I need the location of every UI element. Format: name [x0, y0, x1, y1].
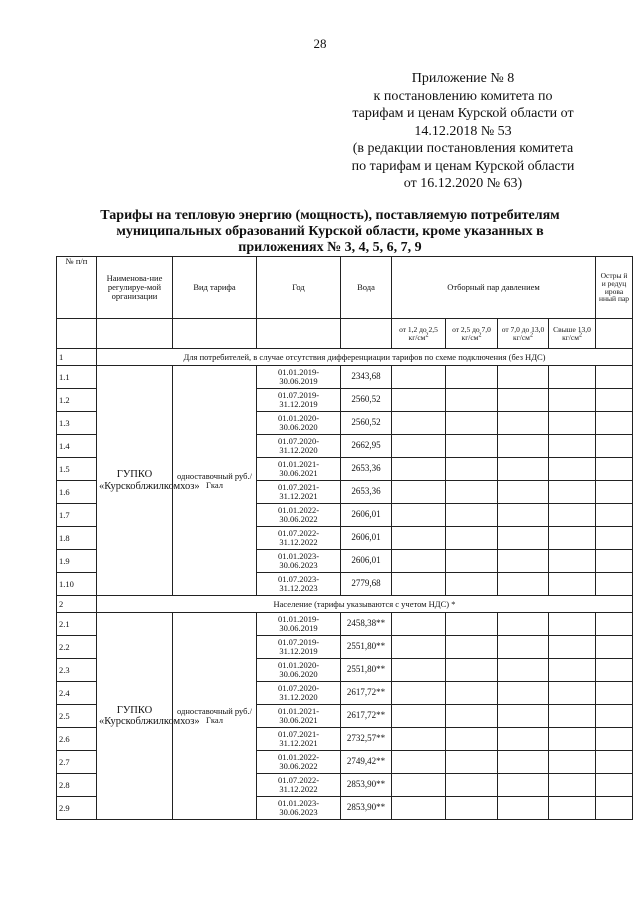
- section-number: 1: [57, 349, 97, 366]
- water-tariff-cell: 2653,36: [341, 481, 392, 504]
- row-number: 2.8: [57, 774, 97, 797]
- period-cell: 01.01.2020-30.06.2020: [257, 659, 341, 682]
- empty-cell: [498, 458, 549, 481]
- water-tariff-cell: 2617,72**: [341, 682, 392, 705]
- empty-cell: [392, 728, 446, 751]
- empty-cell: [498, 389, 549, 412]
- row-number: 1.4: [57, 435, 97, 458]
- period-cell: 01.01.2020-30.06.2020: [257, 412, 341, 435]
- empty-cell: [446, 705, 498, 728]
- empty-cell: [498, 613, 549, 636]
- page-number: 28: [313, 36, 327, 51]
- pressure-3-label: от 7,0 до 13,0 кг/см: [501, 324, 545, 342]
- empty-cell: [498, 527, 549, 550]
- tariff-kind: одноставочный руб./Гкал: [173, 366, 257, 596]
- empty-cell: [446, 774, 498, 797]
- pressure-4-label: Свыше 13,0 кг/см: [553, 324, 591, 342]
- header-water: Вода: [341, 257, 392, 319]
- water-tariff-cell: 2732,57**: [341, 728, 392, 751]
- empty-cell: [392, 682, 446, 705]
- appendix-line: Приложение № 8: [411, 71, 515, 86]
- water-tariff-cell: 2606,01: [341, 504, 392, 527]
- empty-cell: [549, 504, 596, 527]
- empty-cell: [549, 774, 596, 797]
- empty-cell: [97, 319, 173, 349]
- empty-cell: [498, 728, 549, 751]
- empty-cell: [498, 412, 549, 435]
- row-number: 1.9: [57, 550, 97, 573]
- empty-cell: [392, 659, 446, 682]
- empty-cell: [446, 636, 498, 659]
- empty-cell: [596, 659, 633, 682]
- header-year: Год: [257, 257, 341, 319]
- empty-cell: [549, 412, 596, 435]
- section-label: Население (тарифы указываются с учетом НДС) *: [97, 596, 633, 613]
- tariff-kind: одноставочный руб./Гкал: [173, 613, 257, 820]
- header-org: Наименова-ние регулируе-мой организации: [97, 257, 173, 319]
- header-steam: Отборный пар давлением: [392, 257, 596, 319]
- water-tariff-cell: 2853,90**: [341, 797, 392, 820]
- empty-cell: [498, 636, 549, 659]
- empty-cell: [498, 481, 549, 504]
- period-cell: 01.07.2022-31.12.2022: [257, 527, 341, 550]
- empty-cell: [498, 682, 549, 705]
- row-number: 1.2: [57, 389, 97, 412]
- empty-cell: [596, 613, 633, 636]
- empty-cell: [596, 751, 633, 774]
- empty-cell: [596, 435, 633, 458]
- empty-cell: [446, 412, 498, 435]
- empty-cell: [596, 573, 633, 596]
- title-line: Тарифы на тепловую энергию (мощность), поставляемую потребителям: [100, 208, 560, 223]
- empty-cell: [498, 774, 549, 797]
- empty-cell: [596, 527, 633, 550]
- period-cell: 01.01.2021-30.06.2021: [257, 705, 341, 728]
- empty-cell: [549, 659, 596, 682]
- empty-cell: [596, 389, 633, 412]
- water-tariff-cell: 2606,01: [341, 527, 392, 550]
- row-number: 2.6: [57, 728, 97, 751]
- header-pressure-1: [392, 319, 446, 349]
- row-number: 2.1: [57, 613, 97, 636]
- subheader-row: [57, 319, 633, 349]
- empty-cell: [257, 319, 341, 349]
- empty-cell: [392, 504, 446, 527]
- empty-cell: [498, 659, 549, 682]
- row-number: 1.7: [57, 504, 97, 527]
- period-cell: 01.01.2022-30.06.2022: [257, 504, 341, 527]
- empty-cell: [392, 481, 446, 504]
- empty-cell: [549, 728, 596, 751]
- empty-cell: [446, 573, 498, 596]
- period-cell: 01.01.2019-30.06.2019: [257, 366, 341, 389]
- empty-cell: [596, 636, 633, 659]
- period-cell: 01.01.2023-30.06.2023: [257, 550, 341, 573]
- empty-cell: [549, 682, 596, 705]
- row-number: 2.2: [57, 636, 97, 659]
- superscript: 2: [478, 332, 482, 338]
- empty-cell: [498, 504, 549, 527]
- water-tariff-cell: 2749,42**: [341, 751, 392, 774]
- empty-cell: [549, 797, 596, 820]
- water-tariff-cell: 2853,90**: [341, 774, 392, 797]
- empty-cell: [446, 613, 498, 636]
- empty-cell: [446, 659, 498, 682]
- empty-cell: [446, 389, 498, 412]
- row-number: 2.3: [57, 659, 97, 682]
- empty-cell: [392, 573, 446, 596]
- empty-cell: [596, 728, 633, 751]
- empty-cell: [446, 682, 498, 705]
- row-number: 2.4: [57, 682, 97, 705]
- appendix-line: по тарифам и ценам Курской области: [351, 158, 575, 174]
- empty-cell: [392, 412, 446, 435]
- row-number: 1.1: [57, 366, 97, 389]
- water-tariff-cell: 2560,52: [341, 389, 392, 412]
- appendix-line: к постановлению комитета по: [373, 88, 553, 104]
- empty-cell: [596, 458, 633, 481]
- header-row: [57, 257, 633, 319]
- empty-cell: [596, 705, 633, 728]
- period-cell: 01.01.2021-30.06.2021: [257, 458, 341, 481]
- empty-cell: [341, 319, 392, 349]
- period-cell: 01.01.2023-30.06.2023: [257, 797, 341, 820]
- period-cell: 01.07.2021-31.12.2021: [257, 728, 341, 751]
- row-number: 2.5: [57, 705, 97, 728]
- water-tariff-cell: 2779,68: [341, 573, 392, 596]
- water-tariff-cell: 2458,38**: [341, 613, 392, 636]
- empty-cell: [596, 481, 633, 504]
- empty-cell: [596, 682, 633, 705]
- empty-cell: [549, 389, 596, 412]
- empty-cell: [392, 366, 446, 389]
- period-cell: 01.07.2019-31.12.2019: [257, 389, 341, 412]
- title-line: муниципальных образований Курской области, кроме указанных в: [116, 224, 544, 239]
- table-row: [57, 613, 633, 636]
- water-tariff-cell: 2551,80**: [341, 659, 392, 682]
- header-num: № п/п: [57, 257, 97, 319]
- water-tariff-cell: 2343,68: [341, 366, 392, 389]
- header-kind: Вид тарифа: [173, 257, 257, 319]
- period-cell: 01.07.2023-31.12.2023: [257, 573, 341, 596]
- empty-cell: [549, 636, 596, 659]
- water-tariff-cell: 2606,01: [341, 550, 392, 573]
- empty-cell: [392, 435, 446, 458]
- period-cell: 01.07.2020-31.12.2020: [257, 435, 341, 458]
- header-pressure-2: [446, 319, 498, 349]
- empty-cell: [446, 550, 498, 573]
- row-number: 1.5: [57, 458, 97, 481]
- section-label: Для потребителей, в случае отсутствия дифференциации тарифов по схеме подключения (без НДС): [97, 349, 633, 366]
- empty-cell: [596, 774, 633, 797]
- period-cell: 01.01.2022-30.06.2022: [257, 751, 341, 774]
- header-pressure-4: [549, 319, 596, 349]
- empty-cell: [498, 435, 549, 458]
- empty-cell: [549, 573, 596, 596]
- empty-cell: [596, 797, 633, 820]
- section-row: [57, 349, 633, 366]
- row-number: 2.7: [57, 751, 97, 774]
- section-number: 2: [57, 596, 97, 613]
- empty-cell: [57, 319, 97, 349]
- row-number: 2.9: [57, 797, 97, 820]
- empty-cell: [549, 435, 596, 458]
- empty-cell: [498, 797, 549, 820]
- empty-cell: [446, 481, 498, 504]
- row-number: 1.6: [57, 481, 97, 504]
- title-line: приложениях № 3, 4, 5, 6, 7, 9: [238, 240, 422, 255]
- empty-cell: [446, 527, 498, 550]
- row-number: 1.3: [57, 412, 97, 435]
- empty-cell: [549, 751, 596, 774]
- appendix-header: [318, 70, 608, 193]
- empty-cell: [392, 527, 446, 550]
- water-tariff-cell: 2560,52: [341, 412, 392, 435]
- empty-cell: [596, 366, 633, 389]
- empty-cell: [549, 550, 596, 573]
- empty-cell: [446, 366, 498, 389]
- appendix-line: 14.12.2018 № 53: [414, 123, 512, 139]
- appendix-line: тарифам и ценам Курской области от: [352, 106, 574, 121]
- period-cell: 01.07.2019-31.12.2019: [257, 636, 341, 659]
- water-tariff-cell: 2617,72**: [341, 705, 392, 728]
- organization-name: ГУПКО «Курскоблжилкомхоз»: [97, 366, 173, 596]
- empty-cell: [446, 797, 498, 820]
- superscript: 2: [425, 332, 429, 338]
- empty-cell: [446, 751, 498, 774]
- empty-cell: [392, 751, 446, 774]
- row-number: 1.8: [57, 527, 97, 550]
- empty-cell: [446, 728, 498, 751]
- appendix-line: (в редакции постановления комитета: [352, 141, 574, 156]
- tariff-table: [56, 256, 633, 820]
- period-cell: 01.07.2021-31.12.2021: [257, 481, 341, 504]
- empty-cell: [596, 412, 633, 435]
- empty-cell: [392, 636, 446, 659]
- empty-cell: [392, 458, 446, 481]
- empty-cell: [596, 319, 633, 349]
- section-row: [57, 596, 633, 613]
- period-cell: 01.01.2019-30.06.2019: [257, 613, 341, 636]
- organization-name: ГУПКО «Курскоблжилкомхоз»: [97, 613, 173, 820]
- water-tariff-cell: 2551,80**: [341, 636, 392, 659]
- empty-cell: [392, 550, 446, 573]
- empty-cell: [498, 366, 549, 389]
- empty-cell: [446, 435, 498, 458]
- empty-cell: [392, 797, 446, 820]
- table-row: [57, 366, 633, 389]
- empty-cell: [596, 550, 633, 573]
- empty-cell: [549, 527, 596, 550]
- empty-cell: [549, 481, 596, 504]
- water-tariff-cell: 2653,36: [341, 458, 392, 481]
- period-cell: 01.07.2022-31.12.2022: [257, 774, 341, 797]
- empty-cell: [498, 751, 549, 774]
- empty-cell: [392, 774, 446, 797]
- empty-cell: [173, 319, 257, 349]
- empty-cell: [498, 573, 549, 596]
- empty-cell: [549, 613, 596, 636]
- empty-cell: [498, 550, 549, 573]
- header-sharp-steam: Остры й и редуц ирова нный пар: [596, 257, 633, 319]
- pressure-1-label: от 1,2 до 2,5 кг/см: [399, 324, 438, 342]
- row-number: 1.10: [57, 573, 97, 596]
- empty-cell: [498, 705, 549, 728]
- header-pressure-3: [498, 319, 549, 349]
- empty-cell: [446, 458, 498, 481]
- empty-cell: [392, 705, 446, 728]
- empty-cell: [549, 458, 596, 481]
- empty-cell: [549, 705, 596, 728]
- superscript: 2: [578, 332, 582, 338]
- empty-cell: [446, 504, 498, 527]
- pressure-2-label: от 2,5 до 7,0 кг/см: [452, 324, 491, 342]
- water-tariff-cell: 2662,95: [341, 435, 392, 458]
- empty-cell: [596, 504, 633, 527]
- superscript: 2: [529, 332, 533, 338]
- empty-cell: [549, 366, 596, 389]
- document-title: [60, 208, 600, 256]
- empty-cell: [392, 389, 446, 412]
- appendix-line: от 16.12.2020 № 63): [403, 176, 523, 191]
- empty-cell: [392, 613, 446, 636]
- period-cell: 01.07.2020-31.12.2020: [257, 682, 341, 705]
